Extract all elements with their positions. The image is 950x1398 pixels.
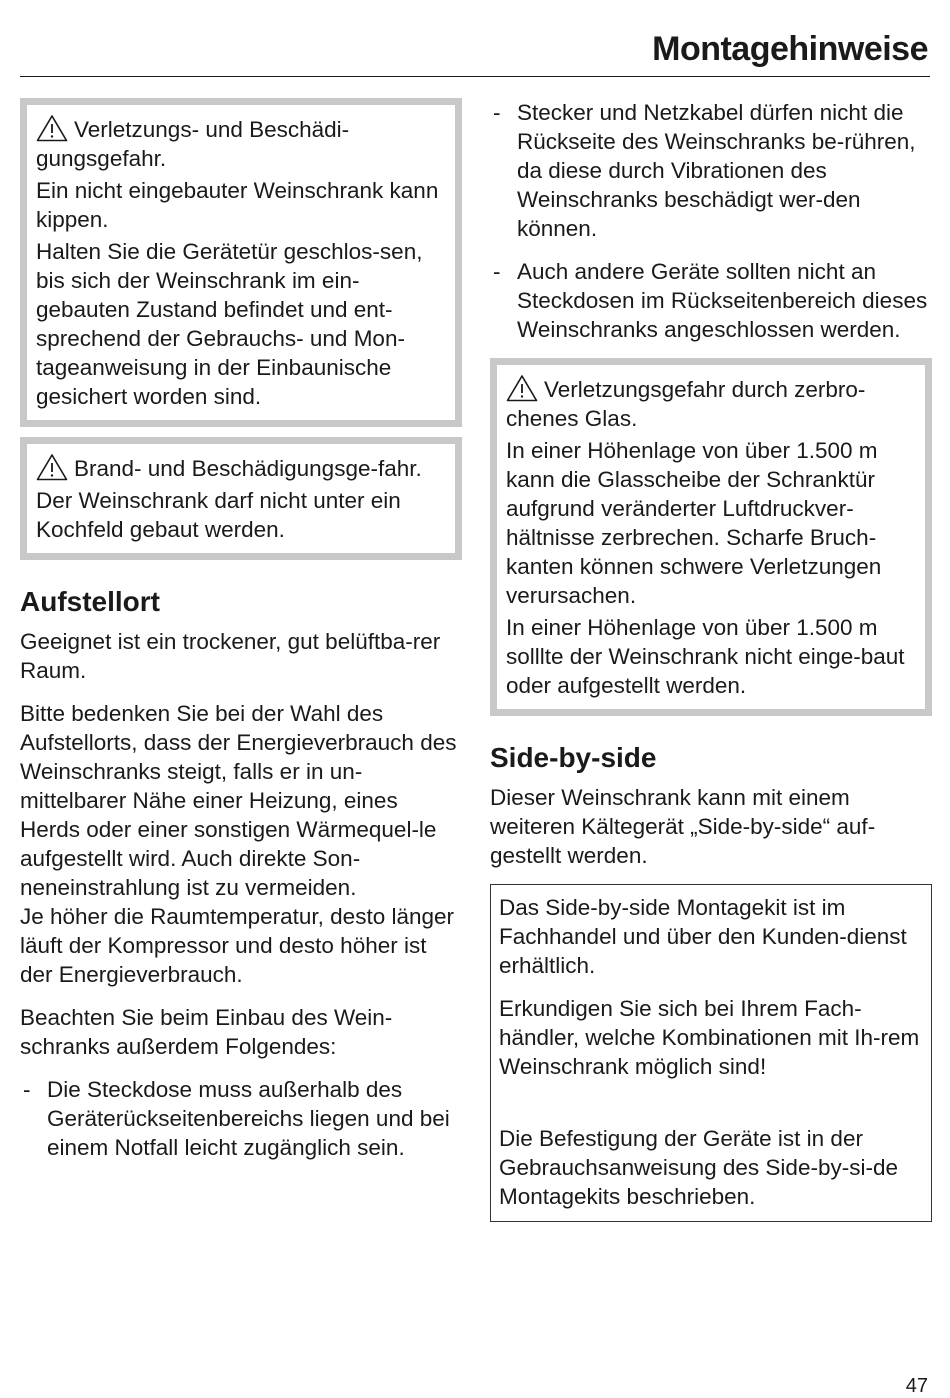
warning-text: Der Weinschrank darf nicht unter ein Kochfeld gebaut werden. bbox=[36, 488, 401, 542]
info-text: Die Befestigung der Geräte ist in der Gebrauchsanweisung des Side-by-si-de Montagekits beschrieben. bbox=[499, 1126, 898, 1209]
page-header bbox=[20, 26, 930, 77]
bullet-dash: - bbox=[23, 1077, 31, 1102]
warning-box-fire bbox=[20, 437, 462, 560]
warning-heading bbox=[36, 114, 445, 173]
list-item-text: Stecker und Netzkabel dürfen nicht die Rückseite des Weinschranks be-rühren, da diese durch Vibrationen des Weinschranks beschädigt wer-den können. bbox=[517, 100, 916, 241]
warning-heading bbox=[506, 374, 915, 433]
section-title-aufstellort: Aufstellort bbox=[20, 586, 160, 617]
warning-heading-text: Verletzungs- und Beschädi-gungsgefahr. bbox=[36, 117, 350, 171]
left-column bbox=[20, 98, 462, 1176]
bullet-dash: - bbox=[493, 259, 501, 284]
warning-text: In einer Höhenlage von über 1.500 m kann die Glasscheibe der Schranktür aufgrund veränderter Luftdruckver-hältnisse zerbrechen. Scharfe Bruch-kanten können schwere Verletzungen verursachen. bbox=[506, 438, 882, 608]
warning-triangle-icon bbox=[36, 114, 68, 142]
list-item bbox=[20, 1075, 462, 1162]
info-box bbox=[490, 884, 932, 1222]
list-item bbox=[490, 257, 932, 344]
paragraph: Dieser Weinschrank kann mit einem weiteren Kältegerät „Side-by-side“ auf-gestellt werden. bbox=[490, 785, 876, 868]
warning-text: Halten Sie die Gerätetür geschlos-sen, bis sich der Weinschrank im ein-gebauten Zustand befindet und ent-sprechend der Gebrauchs- und Mon-tageanweisung in der Einbaunische gesichert worden sind. bbox=[36, 239, 423, 409]
bullet-dash: - bbox=[493, 100, 501, 125]
right-column bbox=[490, 98, 932, 1222]
warning-box-tip-over bbox=[20, 98, 462, 427]
warning-heading bbox=[36, 453, 445, 483]
section-title-side-by-side: Side-by-side bbox=[490, 742, 657, 773]
paragraph: Geeignet ist ein trockener, gut belüftba-rer Raum. bbox=[20, 629, 441, 683]
warning-triangle-icon bbox=[506, 374, 538, 402]
list-item-text: Auch andere Geräte sollten nicht an Steckdosen im Rückseitenbereich dieses Weinschranks angeschlossen werden. bbox=[517, 259, 928, 342]
paragraph: Bitte bedenken Sie bei der Wahl des Aufstellorts, dass der Energieverbrauch des Weinschranks steigt, falls er in un-mittelbarer Nähe einer Heizung, eines Herds oder einer sonstigen Wärmequel-le aufgestellt wird. Auch direkte Son-neneinstrahlung ist zu vermeiden. bbox=[20, 701, 457, 900]
warning-heading-text: Verletzungsgefahr durch zerbro-chenes Glas. bbox=[506, 377, 866, 431]
warning-triangle-icon bbox=[36, 453, 68, 481]
page-title: Montagehinweise bbox=[652, 30, 928, 68]
warning-heading-text: Brand- und Beschädigungsge-fahr. bbox=[74, 456, 422, 481]
paragraph: Beachten Sie beim Einbau des Wein-schranks außerdem Folgendes: bbox=[20, 1005, 393, 1059]
warning-text: In einer Höhenlage von über 1.500 m solllte der Weinschrank nicht einge-baut oder aufgestellt werden. bbox=[506, 615, 905, 698]
info-text: Erkundigen Sie sich bei Ihrem Fach-händler, welche Kombinationen mit Ih-rem Weinschrank möglich sind! bbox=[499, 996, 920, 1079]
list-item-text: Die Steckdose muss außerhalb des Geräterückseitenbereichs liegen und bei einem Notfall leicht zugänglich sein. bbox=[47, 1077, 450, 1160]
spacer bbox=[499, 1095, 922, 1124]
list-item bbox=[490, 98, 932, 243]
page-number: 47 bbox=[905, 1375, 928, 1397]
warning-text: Ein nicht eingebauter Weinschrank kann kippen. bbox=[36, 178, 439, 232]
warning-box-glass bbox=[490, 358, 932, 716]
info-text: Das Side-by-side Montagekit ist im Fachhandel und über den Kunden-dienst erhältlich. bbox=[499, 895, 907, 978]
paragraph: Je höher die Raumtemperatur, desto länger läuft der Kompressor und desto höher ist der Energieverbrauch. bbox=[20, 904, 455, 987]
